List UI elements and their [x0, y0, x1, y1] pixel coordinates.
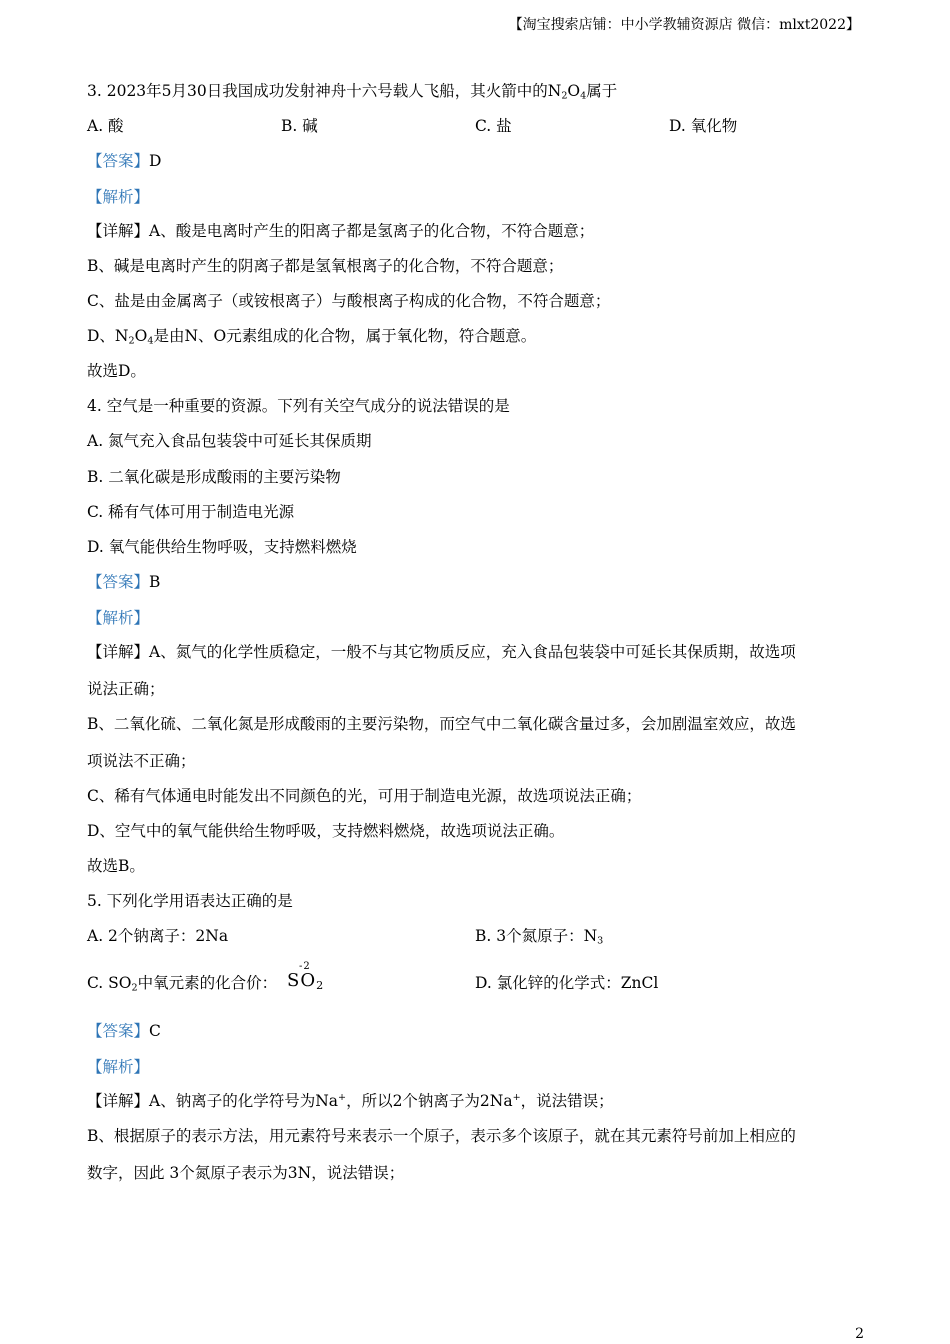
- q5-option-c: C. $SO_2$中氧元素的化合价：: [87, 974, 278, 994]
- q3-detail-d: D、$N_2O_4$是由N、O元素组成的化合物，属于氧化物，符合题意。: [87, 327, 537, 347]
- q4-analysis-tag: 【解析】: [87, 609, 150, 627]
- q4-option-b: B. 二氧化碳是形成酸雨的主要污染物: [87, 468, 341, 486]
- q4-detail-c: C、稀有气体通电时能发出不同颜色的光，可用于制造电光源，故选项说法正确；: [87, 787, 642, 805]
- q5-analysis-tag: 【解析】: [87, 1058, 150, 1076]
- q5-option-d: D. 氯化锌的化学式：ZnCl: [475, 974, 659, 992]
- q3-detail-b: B、碱是电离时产生的阴离子都是氢氧根离子的化合物，不符合题意；: [87, 257, 564, 275]
- q3-answer: 【答案】D: [87, 152, 162, 170]
- page-number: 2: [855, 1326, 864, 1342]
- q5-option-c-valence: -2: [299, 961, 311, 972]
- page-header: 【淘宝搜索店铺：中小学教辅资源店 微信：mlxt2022】: [508, 17, 860, 33]
- q4-option-d: D. 氧气能供给生物呼吸，支持燃料燃烧: [87, 538, 357, 556]
- q5-detail-a: 【详解】A、钠离子的化学符号为Na+，所以2个钠离子为2Na+，说法错误；: [87, 1092, 614, 1110]
- q3-detail-a: 【详解】A、酸是电离时产生的阳离子都是氢离子的化合物，不符合题意；: [87, 222, 595, 240]
- q3-option-b: B. 碱: [281, 117, 318, 135]
- q5-detail-b-line1: B、根据原子的表示方法，用元素符号来表示一个原子，表示多个该原子，就在其元素符号前加上相应的: [87, 1127, 796, 1145]
- q5-stem: 5. 下列化学用语表达正确的是: [87, 892, 293, 910]
- q4-option-a: A. 氮气充入食品包装袋中可延长其保质期: [87, 432, 372, 450]
- q5-option-c-formula: $SO_2$: [287, 970, 325, 992]
- q5-answer: 【答案】C: [87, 1022, 161, 1040]
- q4-detail-a-line2: 说法正确；: [87, 680, 165, 698]
- q4-answer: 【答案】B: [87, 573, 161, 591]
- q4-detail-b-line1: B、二氧化硫、二氧化氮是形成酸雨的主要污染物，而空气中二氧化碳含量过多，会加剧温室效应，故选: [87, 715, 796, 733]
- q4-conclusion: 故选B。: [87, 857, 145, 875]
- q3-option-d: D. 氧化物: [669, 117, 738, 135]
- q4-option-c: C. 稀有气体可用于制造电光源: [87, 503, 295, 521]
- q4-detail-d: D、空气中的氧气能供给生物呼吸，支持燃料燃烧，故选项说法正确。: [87, 822, 565, 840]
- q3-detail-c: C、盐是由金属离子（或铵根离子）与酸根离子构成的化合物，不符合题意；: [87, 292, 611, 310]
- q5-detail-b-line2: 数字，因此 3个氮原子表示为3N，说法错误；: [87, 1164, 405, 1182]
- q4-detail-b-line2: 项说法不正确；: [87, 752, 196, 770]
- q4-stem: 4. 空气是一种重要的资源。下列有关空气成分的说法错误的是: [87, 397, 510, 415]
- q4-detail-a-line1: 【详解】A、氮气的化学性质稳定，一般不与其它物质反应，充入食品包装袋中可延长其保质期，故选项: [87, 643, 796, 661]
- q3-conclusion: 故选D。: [87, 362, 146, 380]
- q3-option-a: A. 酸: [87, 117, 124, 135]
- q3-stem: 3. 2023年5月30日我国成功发射神舟十六号载人飞船，其火箭中的$N_2O_4$属于: [87, 82, 618, 102]
- q3-option-c: C. 盐: [475, 117, 512, 135]
- q5-option-b: B. 3个氮原子：$N_3$: [475, 927, 604, 947]
- q5-option-a: A. 2个钠离子：2Na: [87, 927, 229, 945]
- q3-analysis-tag: 【解析】: [87, 188, 150, 206]
